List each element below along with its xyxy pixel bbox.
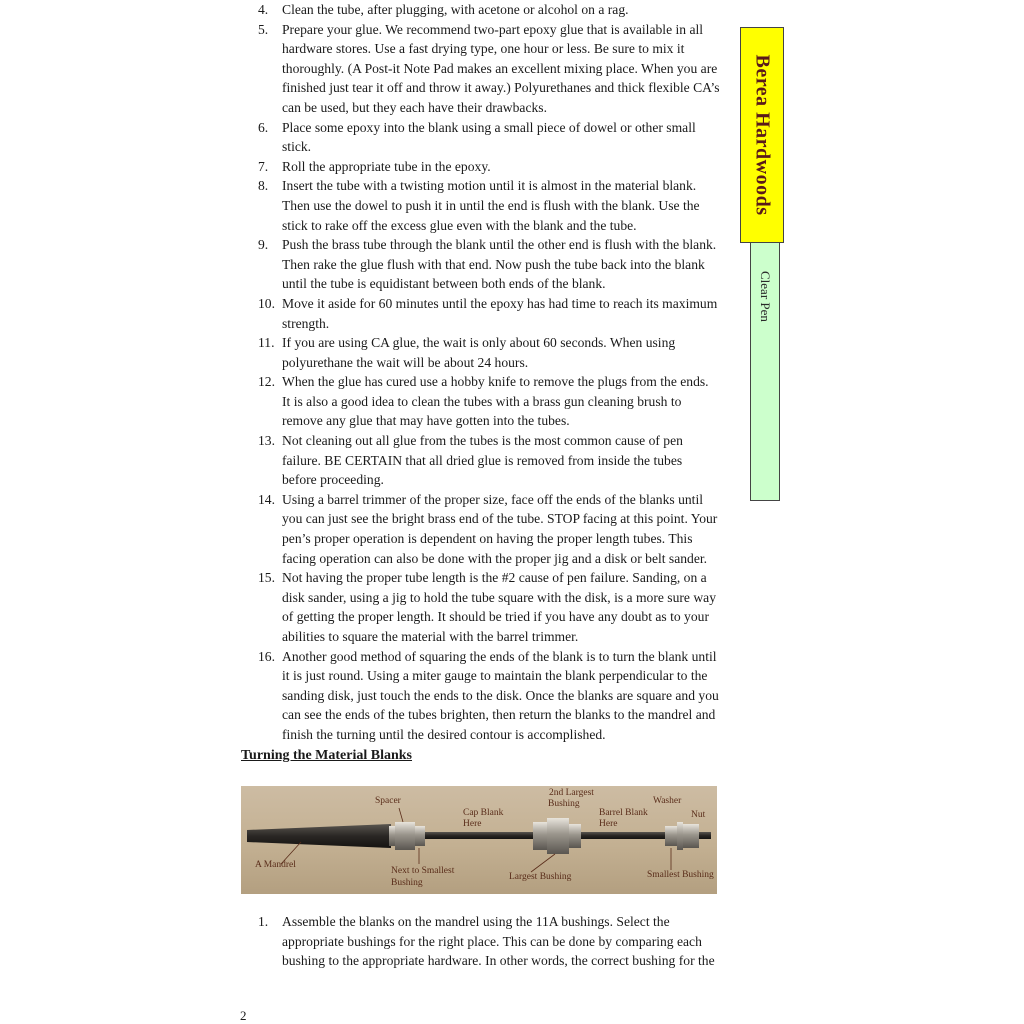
section-heading: Turning the Material Blanks	[241, 748, 413, 763]
step-text: Assemble the blanks on the mandrel using the 11A bushings. Select the appropriate bushings for the right place. This can be done by comparing each bushing to the appropriate hardware. In other words, the correct bushing for the	[282, 914, 715, 969]
label-barrel-blank-here: Here	[599, 819, 618, 829]
label-spacer: Spacer	[375, 796, 401, 806]
washer-shape	[677, 822, 683, 850]
step-number: 15.	[258, 570, 275, 586]
step-item	[258, 647, 720, 745]
product-tab	[750, 243, 780, 501]
mandrel-illustration	[241, 786, 717, 894]
product-tab-label: Clear Pen	[758, 271, 773, 322]
step-number: 1.	[258, 914, 269, 929]
second-largest-bushing-shape	[533, 822, 547, 850]
step-item	[258, 0, 720, 20]
step-item	[258, 235, 720, 294]
step-item	[258, 372, 720, 431]
mandrel-shank	[389, 826, 395, 846]
step-item	[258, 294, 720, 333]
step-number: 8.	[258, 178, 269, 194]
largest-bushing-shape	[547, 818, 569, 854]
step-number: 9.	[258, 237, 269, 253]
step-text: Another good method of squaring the ends of the blank is to turn the blank until it is just round. Using a miter gauge to maintain the blank perpendicular to the sanding disk, just touch the ends to the disk. Once the blanks are square and you can see the ends of the tubes brighten, then return the blanks to the mandrel and finish the turning until the desired contour is accomplished.	[282, 648, 719, 742]
step-item	[258, 490, 720, 568]
page-number: 2	[240, 1008, 247, 1023]
step-item	[258, 20, 720, 118]
step-item	[258, 176, 720, 235]
step-item	[258, 118, 720, 157]
step-number: 5.	[258, 21, 269, 37]
brand-tab-label: Berea Hardwoods	[751, 54, 774, 216]
brand-tab	[740, 27, 784, 243]
instruction-steps-bottom	[258, 912, 720, 971]
step-text: Prepare your glue. We recommend two-part epoxy glue that is available in all hardware stores. Use a fast drying type, one hour or less. Be sure to mix it thoroughly. (A Post-it Note Pad makes an excellent mixing place. When you are finished just tear it off and throw it away.) Polyurethanes and thick flexible CA’s can be used, but they each have their drawbacks.	[282, 21, 720, 115]
step-text: Clean the tube, after plugging, with acetone or alcohol on a rag.	[282, 2, 629, 17]
label-cap-blank-here: Here	[463, 819, 482, 829]
pointer-largest	[531, 854, 555, 872]
step-number: 16.	[258, 648, 275, 664]
step-text: Not cleaning out all glue from the tubes is the most common cause of pen failure. BE CERTAIN that all dried glue is removed from inside the tubes before proceeding.	[282, 433, 683, 488]
mandrel-taper	[247, 824, 391, 848]
step-item	[258, 912, 720, 971]
step-text: Move it aside for 60 minutes until the epoxy has had time to reach its maximum strength.	[282, 295, 718, 331]
step-text: Not having the proper tube length is the #2 cause of pen failure. Sanding, on a disk sander, using a jig to hold the tube square with the disk, is a more sure way of getting the proper length. It should be tried if you have any doubt as to your abilities to square the material with the barrel trimmer.	[282, 570, 716, 644]
bushing-collar	[569, 824, 581, 848]
step-number: 7.	[258, 158, 269, 174]
label-nut: Nut	[691, 810, 706, 820]
step-text: Roll the appropriate tube in the epoxy.	[282, 158, 491, 174]
mandrel-assembly-photo	[241, 786, 717, 894]
step-number: 10.	[258, 295, 275, 311]
label-next-smallest: Next to Smallest	[391, 866, 455, 876]
label-next-smallest-bushing: Bushing	[391, 878, 423, 888]
instruction-steps-top	[258, 0, 720, 745]
step-item	[258, 333, 720, 372]
step-text: Insert the tube with a twisting motion until it is almost in the material blank. Then use the dowel to push it in until the end is flush with the blank. Use the stick to rake off the excess glue even with the blank and the tube.	[282, 178, 700, 233]
label-smallest-bushing: Smallest Bushing	[647, 870, 714, 880]
step-number: 6.	[258, 119, 269, 135]
label-2nd-largest: 2nd Largest	[549, 788, 594, 798]
step-text: Place some epoxy into the blank using a small piece of dowel or other small stick.	[282, 119, 696, 155]
step-number: 4.	[258, 2, 269, 17]
spacer-shape	[395, 822, 415, 850]
step-item	[258, 431, 720, 490]
label-mandrel: A Mandrel	[255, 860, 296, 870]
step-text: When the glue has cured use a hobby knife to remove the plugs from the ends. It is also a good idea to clean the tubes with a brass gun cleaning brush to remove any glue that may have gotten into the tubes.	[282, 374, 709, 429]
label-cap-blank: Cap Blank	[463, 808, 504, 818]
step-number: 13.	[258, 433, 275, 449]
label-largest-bushing: Largest Bushing	[509, 872, 572, 882]
step-number: 14.	[258, 491, 275, 507]
step-number: 12.	[258, 374, 275, 390]
step-text: Push the brass tube through the blank until the other end is flush with the blank. Then rake the glue flush with that end. Now push the tube back into the blank until the tube is equidistant between both ends of the blank.	[282, 237, 717, 292]
label-2nd-largest-bushing: Bushing	[548, 799, 580, 809]
step-text: If you are using CA glue, the wait is only about 60 seconds. When using polyurethane the wait will be about 24 hours.	[282, 335, 676, 370]
pointer-spacer	[399, 808, 403, 822]
nut-shape	[683, 824, 699, 848]
step-item	[258, 157, 720, 177]
step-text: Using a barrel trimmer of the proper size, face off the ends of the blanks until you can just see the bright brass end of the tube. STOP facing at this point. Your pen’s proper operation is dependent on having the proper length tubes. This facing operation can also be done with the proper jig and a disk or belt sander.	[282, 491, 718, 566]
label-washer: Washer	[653, 796, 682, 806]
next-smallest-bushing-shape	[415, 826, 425, 846]
step-number: 11.	[258, 335, 275, 351]
smallest-bushing-shape	[665, 826, 677, 846]
step-item	[258, 568, 720, 646]
label-barrel-blank: Barrel Blank	[599, 808, 648, 818]
